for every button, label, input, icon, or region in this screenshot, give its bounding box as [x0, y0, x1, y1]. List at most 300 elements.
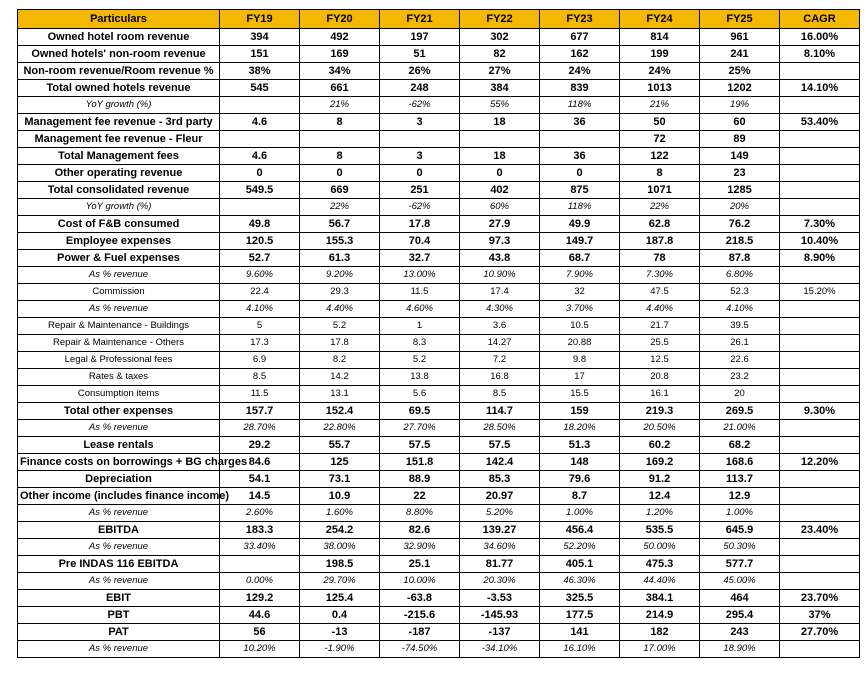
- cell-fy22: 55%: [460, 97, 540, 114]
- row-label: Total Management fees: [18, 148, 220, 165]
- cell-fy23: 79.6: [540, 471, 620, 488]
- cell-fy24: 214.9: [620, 607, 700, 624]
- cell-fy25: 87.8: [700, 250, 780, 267]
- cell-fy20: 169: [300, 46, 380, 63]
- table-row: [18, 335, 860, 352]
- cell-fy22: 27%: [460, 63, 540, 80]
- cell-fy22: 10.90%: [460, 267, 540, 284]
- cell-fy22: 97.3: [460, 233, 540, 250]
- cell-fy25: 1202: [700, 80, 780, 97]
- cell-fy19: 8.5: [220, 369, 300, 386]
- row-label: Lease rentals: [18, 437, 220, 454]
- cell-fy20: 5.2: [300, 318, 380, 335]
- cell-fy22: 18: [460, 148, 540, 165]
- cell-fy20: 155.3: [300, 233, 380, 250]
- cell-fy22: 302: [460, 29, 540, 46]
- cell-fy24: 62.8: [620, 216, 700, 233]
- header-fy19: FY19: [220, 10, 300, 29]
- table-row: [18, 539, 860, 556]
- cell-fy23: 17: [540, 369, 620, 386]
- cell-fy24: 21.7: [620, 318, 700, 335]
- cell-fy24: 21%: [620, 97, 700, 114]
- cell-fy19: 84.6: [220, 454, 300, 471]
- header-fy22: FY22: [460, 10, 540, 29]
- cell-fy19: 10.20%: [220, 641, 300, 658]
- cell-fy21: 3: [380, 114, 460, 131]
- cell-fy24: 219.3: [620, 403, 700, 420]
- cell-fy22: 27.9: [460, 216, 540, 233]
- cell-fy19: 545: [220, 80, 300, 97]
- cell-fy19: 0: [220, 165, 300, 182]
- cell-fy25: 168.6: [700, 454, 780, 471]
- table-row: [18, 437, 860, 454]
- cell-fy23: 9.8: [540, 352, 620, 369]
- cell-fy20: 55.7: [300, 437, 380, 454]
- header-fy23: FY23: [540, 10, 620, 29]
- header-row: [18, 10, 860, 29]
- cell-fy22: 384: [460, 80, 540, 97]
- table-row: [18, 46, 860, 63]
- cell-fy22: 82: [460, 46, 540, 63]
- cell-fy23: 118%: [540, 97, 620, 114]
- cell-fy25: 45.00%: [700, 573, 780, 590]
- cell-fy21: -62%: [380, 199, 460, 216]
- row-label: As % revenue: [18, 573, 220, 590]
- cell-fy23: 159: [540, 403, 620, 420]
- cell-fy23: 20.88: [540, 335, 620, 352]
- cell-fy20: -1.90%: [300, 641, 380, 658]
- cell-fy23: 10.5: [540, 318, 620, 335]
- cell-fy21: 251: [380, 182, 460, 199]
- cell-fy19: 6.9: [220, 352, 300, 369]
- row-label: Repair & Maintenance - Buildings: [18, 318, 220, 335]
- cell-fy22: 81.77: [460, 556, 540, 573]
- cell-fy23: 148: [540, 454, 620, 471]
- cell-fy22: 34.60%: [460, 539, 540, 556]
- cell-fy23: 839: [540, 80, 620, 97]
- cell-fy23: 46.30%: [540, 573, 620, 590]
- cell-fy25: 26.1: [700, 335, 780, 352]
- cell-fy23: 8.7: [540, 488, 620, 505]
- row-label: Other income (includes finance income): [18, 488, 220, 505]
- row-label: As % revenue: [18, 505, 220, 522]
- cell-fy20: 198.5: [300, 556, 380, 573]
- cell-fy21: 17.8: [380, 216, 460, 233]
- cell-cagr: [780, 386, 860, 403]
- table-row: [18, 165, 860, 182]
- cell-fy20: 492: [300, 29, 380, 46]
- cell-fy23: 118%: [540, 199, 620, 216]
- cell-fy24: 78: [620, 250, 700, 267]
- cell-fy20: 0: [300, 165, 380, 182]
- cell-fy20: 29.70%: [300, 573, 380, 590]
- cell-fy19: 5: [220, 318, 300, 335]
- cell-fy22: 139.27: [460, 522, 540, 539]
- cell-cagr: [780, 420, 860, 437]
- cell-fy25: 22.6: [700, 352, 780, 369]
- table-row: [18, 522, 860, 539]
- cell-fy21: 70.4: [380, 233, 460, 250]
- cell-cagr: 12.20%: [780, 454, 860, 471]
- cell-fy24: 535.5: [620, 522, 700, 539]
- cell-fy24: 22%: [620, 199, 700, 216]
- table-row: [18, 607, 860, 624]
- cell-fy23: 24%: [540, 63, 620, 80]
- row-label: Consumption items: [18, 386, 220, 403]
- cell-fy22: 14.27: [460, 335, 540, 352]
- cell-fy25: 25%: [700, 63, 780, 80]
- cell-fy24: 44.40%: [620, 573, 700, 590]
- cell-fy25: 218.5: [700, 233, 780, 250]
- table-row: [18, 641, 860, 658]
- cell-fy22: 85.3: [460, 471, 540, 488]
- table-row: [18, 233, 860, 250]
- cell-fy23: 7.90%: [540, 267, 620, 284]
- cell-fy25: 645.9: [700, 522, 780, 539]
- cell-cagr: [780, 267, 860, 284]
- cell-fy19: 0.00%: [220, 573, 300, 590]
- cell-fy24: 7.30%: [620, 267, 700, 284]
- cell-fy24: 24%: [620, 63, 700, 80]
- table-row: [18, 624, 860, 641]
- cell-fy21: 151.8: [380, 454, 460, 471]
- cell-fy21: 13.00%: [380, 267, 460, 284]
- cell-cagr: [780, 573, 860, 590]
- cell-fy22: [460, 131, 540, 148]
- cell-fy25: 50.30%: [700, 539, 780, 556]
- cell-fy23: 49.9: [540, 216, 620, 233]
- cell-fy22: -3.53: [460, 590, 540, 607]
- cell-fy23: 32: [540, 284, 620, 301]
- table-header: [18, 10, 860, 29]
- header-fy20: FY20: [300, 10, 380, 29]
- header-particulars: Particulars: [18, 10, 220, 29]
- cell-fy22: -145.93: [460, 607, 540, 624]
- cell-fy20: 669: [300, 182, 380, 199]
- table-row: [18, 488, 860, 505]
- cell-fy19: 28.70%: [220, 420, 300, 437]
- cell-fy21: -62%: [380, 97, 460, 114]
- cell-fy21: 8.3: [380, 335, 460, 352]
- cell-fy20: 4.40%: [300, 301, 380, 318]
- cell-fy19: 44.6: [220, 607, 300, 624]
- cell-fy22: -34.10%: [460, 641, 540, 658]
- cell-fy20: 34%: [300, 63, 380, 80]
- table-row: [18, 114, 860, 131]
- cell-fy20: 1.60%: [300, 505, 380, 522]
- cell-fy19: 29.2: [220, 437, 300, 454]
- cell-fy24: 1071: [620, 182, 700, 199]
- cell-fy21: 27.70%: [380, 420, 460, 437]
- row-label: As % revenue: [18, 267, 220, 284]
- cell-fy19: 54.1: [220, 471, 300, 488]
- cell-cagr: 16.00%: [780, 29, 860, 46]
- cell-fy19: 49.8: [220, 216, 300, 233]
- cell-fy19: [220, 199, 300, 216]
- cell-fy21: 3: [380, 148, 460, 165]
- table-row: [18, 301, 860, 318]
- cell-cagr: [780, 471, 860, 488]
- cell-cagr: 14.10%: [780, 80, 860, 97]
- cell-cagr: [780, 148, 860, 165]
- cell-fy22: -137: [460, 624, 540, 641]
- header-fy24: FY24: [620, 10, 700, 29]
- cell-fy21: 22: [380, 488, 460, 505]
- cell-fy19: 120.5: [220, 233, 300, 250]
- cell-fy20: 0.4: [300, 607, 380, 624]
- cell-fy22: 4.30%: [460, 301, 540, 318]
- row-label: Total owned hotels revenue: [18, 80, 220, 97]
- cell-fy21: 5.2: [380, 352, 460, 369]
- cell-fy25: 89: [700, 131, 780, 148]
- cell-fy23: 177.5: [540, 607, 620, 624]
- cell-fy21: 82.6: [380, 522, 460, 539]
- cell-fy22: 402: [460, 182, 540, 199]
- cell-fy19: 52.7: [220, 250, 300, 267]
- cell-fy25: 21.00%: [700, 420, 780, 437]
- row-label: EBIT: [18, 590, 220, 607]
- cell-fy19: 4.6: [220, 114, 300, 131]
- cell-fy23: 149.7: [540, 233, 620, 250]
- cell-fy20: 125: [300, 454, 380, 471]
- cell-cagr: [780, 318, 860, 335]
- cell-fy23: 875: [540, 182, 620, 199]
- cell-fy25: 4.10%: [700, 301, 780, 318]
- cell-fy23: 68.7: [540, 250, 620, 267]
- cell-fy19: 9.60%: [220, 267, 300, 284]
- cell-fy20: 661: [300, 80, 380, 97]
- table-row: [18, 454, 860, 471]
- cell-fy19: 151: [220, 46, 300, 63]
- row-label: Power & Fuel expenses: [18, 250, 220, 267]
- table-row: [18, 182, 860, 199]
- cell-fy22: 57.5: [460, 437, 540, 454]
- cell-cagr: [780, 335, 860, 352]
- table-row: [18, 590, 860, 607]
- cell-fy24: 25.5: [620, 335, 700, 352]
- cell-fy19: 157.7: [220, 403, 300, 420]
- cell-fy24: 384.1: [620, 590, 700, 607]
- cell-fy19: [220, 97, 300, 114]
- cell-fy25: 18.90%: [700, 641, 780, 658]
- table-row: [18, 216, 860, 233]
- cell-fy21: -215.6: [380, 607, 460, 624]
- cell-fy20: 14.2: [300, 369, 380, 386]
- cell-cagr: 27.70%: [780, 624, 860, 641]
- header-cagr: CAGR: [780, 10, 860, 29]
- table-row: [18, 352, 860, 369]
- cell-cagr: [780, 641, 860, 658]
- cell-fy25: 60: [700, 114, 780, 131]
- cell-fy19: 11.5: [220, 386, 300, 403]
- cell-fy21: -74.50%: [380, 641, 460, 658]
- table-row: [18, 80, 860, 97]
- cell-fy25: 20: [700, 386, 780, 403]
- cell-fy25: 76.2: [700, 216, 780, 233]
- financial-table: [17, 9, 860, 658]
- cell-fy20: 61.3: [300, 250, 380, 267]
- cell-fy24: 169.2: [620, 454, 700, 471]
- cell-fy24: 12.5: [620, 352, 700, 369]
- cell-fy19: 4.10%: [220, 301, 300, 318]
- cell-fy22: 28.50%: [460, 420, 540, 437]
- cell-fy22: 114.7: [460, 403, 540, 420]
- cell-fy22: 17.4: [460, 284, 540, 301]
- cell-fy23: [540, 131, 620, 148]
- cell-fy20: 29.3: [300, 284, 380, 301]
- cell-fy24: 60.2: [620, 437, 700, 454]
- cell-fy19: 38%: [220, 63, 300, 80]
- row-label: Employee expenses: [18, 233, 220, 250]
- row-label: Management fee revenue - Fleur: [18, 131, 220, 148]
- cell-fy25: 23: [700, 165, 780, 182]
- cell-fy23: 16.10%: [540, 641, 620, 658]
- row-label: As % revenue: [18, 539, 220, 556]
- table-row: [18, 369, 860, 386]
- cell-fy19: 549.5: [220, 182, 300, 199]
- cell-fy22: 18: [460, 114, 540, 131]
- row-label: Repair & Maintenance - Others: [18, 335, 220, 352]
- row-label: EBITDA: [18, 522, 220, 539]
- cell-fy25: 39.5: [700, 318, 780, 335]
- cell-fy21: 10.00%: [380, 573, 460, 590]
- cell-fy22: 0: [460, 165, 540, 182]
- cell-fy23: 3.70%: [540, 301, 620, 318]
- table-row: [18, 386, 860, 403]
- cell-fy23: 1.00%: [540, 505, 620, 522]
- table-row: [18, 63, 860, 80]
- cell-fy20: [300, 131, 380, 148]
- cell-fy25: 577.7: [700, 556, 780, 573]
- row-label: As % revenue: [18, 641, 220, 658]
- cell-fy22: 5.20%: [460, 505, 540, 522]
- cell-fy23: 51.3: [540, 437, 620, 454]
- cell-fy22: 16.8: [460, 369, 540, 386]
- cell-fy24: 814: [620, 29, 700, 46]
- cell-fy24: 122: [620, 148, 700, 165]
- table-row: [18, 284, 860, 301]
- cell-fy21: 13.8: [380, 369, 460, 386]
- cell-fy21: 11.5: [380, 284, 460, 301]
- cell-fy24: 8: [620, 165, 700, 182]
- cell-fy21: 0: [380, 165, 460, 182]
- cell-fy22: 20.30%: [460, 573, 540, 590]
- cell-cagr: 37%: [780, 607, 860, 624]
- cell-fy23: 456.4: [540, 522, 620, 539]
- row-label: YoY growth (%): [18, 97, 220, 114]
- cell-fy21: -187: [380, 624, 460, 641]
- cell-fy21: 8.80%: [380, 505, 460, 522]
- cell-fy19: 14.5: [220, 488, 300, 505]
- cell-cagr: 15.20%: [780, 284, 860, 301]
- table-row: [18, 556, 860, 573]
- cell-fy24: 1.20%: [620, 505, 700, 522]
- table-row: [18, 250, 860, 267]
- cell-fy21: 32.7: [380, 250, 460, 267]
- cell-fy25: 149: [700, 148, 780, 165]
- cell-fy20: 17.8: [300, 335, 380, 352]
- row-label: Commission: [18, 284, 220, 301]
- cell-cagr: [780, 539, 860, 556]
- table-row: [18, 471, 860, 488]
- cell-fy25: 1285: [700, 182, 780, 199]
- row-label: As % revenue: [18, 420, 220, 437]
- row-label: Legal & Professional fees: [18, 352, 220, 369]
- cell-fy19: 22.4: [220, 284, 300, 301]
- row-label: Owned hotel room revenue: [18, 29, 220, 46]
- cell-cagr: [780, 182, 860, 199]
- cell-fy23: 52.20%: [540, 539, 620, 556]
- cell-fy20: 22.80%: [300, 420, 380, 437]
- cell-cagr: 8.90%: [780, 250, 860, 267]
- cell-fy23: 141: [540, 624, 620, 641]
- row-label: Rates & taxes: [18, 369, 220, 386]
- table-row: [18, 318, 860, 335]
- cell-fy25: 68.2: [700, 437, 780, 454]
- cell-cagr: [780, 369, 860, 386]
- cell-fy20: -13: [300, 624, 380, 641]
- header-fy25: FY25: [700, 10, 780, 29]
- table-row: [18, 420, 860, 437]
- cell-fy22: 8.5: [460, 386, 540, 403]
- table-row: [18, 29, 860, 46]
- cell-fy21: 1: [380, 318, 460, 335]
- table-row: [18, 505, 860, 522]
- cell-fy19: 4.6: [220, 148, 300, 165]
- cell-fy20: 8.2: [300, 352, 380, 369]
- cell-fy19: 2.60%: [220, 505, 300, 522]
- cell-fy21: 248: [380, 80, 460, 97]
- row-label: PBT: [18, 607, 220, 624]
- cell-fy24: 199: [620, 46, 700, 63]
- cell-cagr: [780, 352, 860, 369]
- row-label: As % revenue: [18, 301, 220, 318]
- cell-fy20: 56.7: [300, 216, 380, 233]
- cell-fy25: 12.9: [700, 488, 780, 505]
- cell-fy19: 56: [220, 624, 300, 641]
- cell-fy20: 13.1: [300, 386, 380, 403]
- cell-fy24: 17.00%: [620, 641, 700, 658]
- header-fy21: FY21: [380, 10, 460, 29]
- cell-fy25: 295.4: [700, 607, 780, 624]
- row-label: Total consolidated revenue: [18, 182, 220, 199]
- table-row: [18, 131, 860, 148]
- cell-cagr: 23.40%: [780, 522, 860, 539]
- row-label: Non-room revenue/Room revenue %: [18, 63, 220, 80]
- cell-fy22: 3.6: [460, 318, 540, 335]
- row-label: Other operating revenue: [18, 165, 220, 182]
- cell-fy25: 113.7: [700, 471, 780, 488]
- cell-fy19: [220, 556, 300, 573]
- cell-fy24: 187.8: [620, 233, 700, 250]
- cell-cagr: 23.70%: [780, 590, 860, 607]
- cell-fy24: 4.40%: [620, 301, 700, 318]
- cell-fy24: 50.00%: [620, 539, 700, 556]
- table-row: [18, 573, 860, 590]
- cell-cagr: 7.30%: [780, 216, 860, 233]
- cell-fy24: 20.50%: [620, 420, 700, 437]
- cell-fy25: 23.2: [700, 369, 780, 386]
- cell-fy22: 142.4: [460, 454, 540, 471]
- row-label: Depreciation: [18, 471, 220, 488]
- cell-fy20: 21%: [300, 97, 380, 114]
- cell-fy20: 38.00%: [300, 539, 380, 556]
- cell-fy21: [380, 131, 460, 148]
- cell-fy20: 125.4: [300, 590, 380, 607]
- cell-fy24: 182: [620, 624, 700, 641]
- cell-fy21: 5.6: [380, 386, 460, 403]
- cell-fy25: 464: [700, 590, 780, 607]
